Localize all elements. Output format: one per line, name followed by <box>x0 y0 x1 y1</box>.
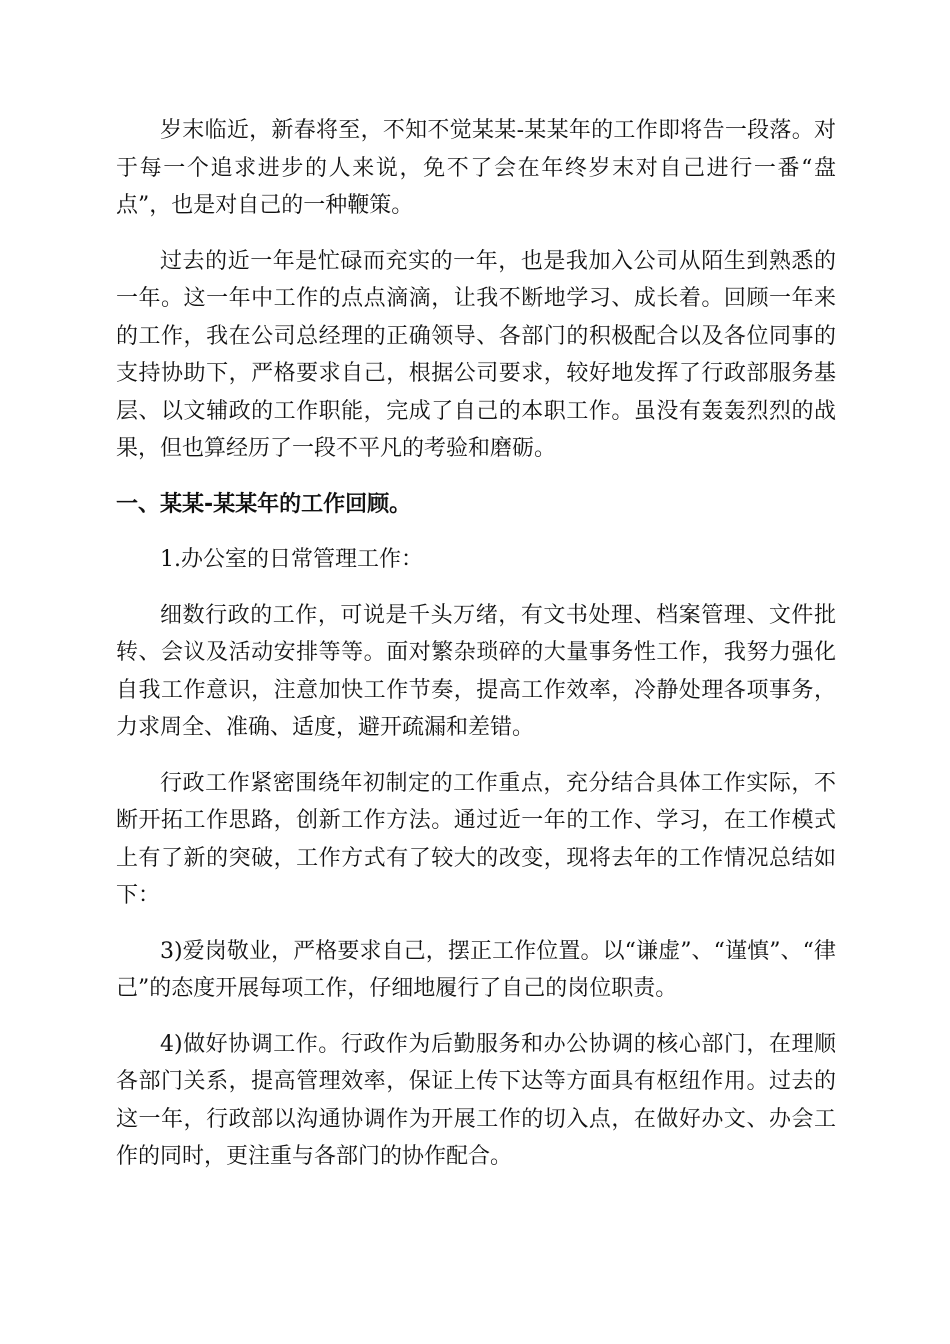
item-4-paragraph: 4)做好协调工作。行政作为后勤服务和办公协调的核心部门，在理顺各部门关系，提高管理效率，保证上传下达等方面具有枢纽作用。过去的这一年，行政部以沟通协调作为开展工作的切入点，在做好办文、办会工作的同时，更注重与各部门的协作配合。 <box>116 1031 836 1169</box>
intro-paragraph: 岁末临近，新春将至，不知不觉某某-某某年的工作即将告一段落。对于每一个追求进步的人来说，免不了会在年终岁末对自己进行一番“盘点”，也是对自己的一种鞭策。 <box>116 118 836 218</box>
admin-work-paragraph: 细数行政的工作，可说是千头万绪，有文书处理、档案管理、文件批转、会议及活动安排等等。面对繁杂琐碎的大量事务性工作，我努力强化自我工作意识，注意加快工作节奏，提高工作效率，冷静处理各项事务，力求周全、准确、适度，避开疏漏和差错。 <box>116 602 836 740</box>
document-body <box>116 112 836 1194</box>
section-heading: 一、某某-某某年的工作回顾。 <box>116 491 412 517</box>
item-3-paragraph: 3)爱岗敬业，严格要求自己，摆正工作位置。以“谦虚”、“谨慎”、“律己”的态度开展每项工作，仔细地履行了自己的岗位职责。 <box>116 938 836 1001</box>
subsection-title: 1.办公室的日常管理工作： <box>160 547 423 572</box>
work-focus-paragraph: 行政工作紧密围绕年初制定的工作重点，充分结合具体工作实际，不断开拓工作思路，创新工作方法。通过近一年的工作、学习，在工作模式上有了新的突破，工作方式有了较大的改变，现将去年的工作情况总结如下： <box>116 770 836 908</box>
review-paragraph: 过去的近一年是忙碌而充实的一年，也是我加入公司从陌生到熟悉的一年。这一年中工作的点点滴滴，让我不断地学习、成长着。回顾一年来的工作，我在公司总经理的正确领导、各部门的积极配合以及各位同事的支持协助下，严格要求自己，根据公司要求，较好地发挥了行政部服务基层、以文辅政的工作职能，完成了自己的本职工作。虽没有轰轰烈烈的战果，但也算经历了一段不平凡的考验和磨砺。 <box>116 248 836 461</box>
